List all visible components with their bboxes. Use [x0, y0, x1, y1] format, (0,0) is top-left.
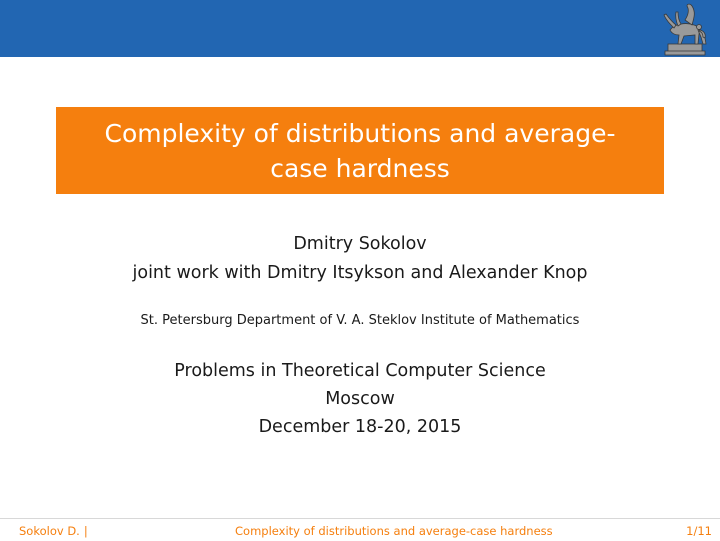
footer-author-name: Sokolov D.	[19, 524, 80, 538]
coauthors: joint work with Dmitry Itsykson and Alexander Knop	[132, 263, 588, 283]
header-bar	[0, 0, 720, 57]
footer	[0, 518, 720, 541]
event-name: Problems in Theoretical Computer Science	[174, 361, 546, 381]
horse-statue-logo-icon	[654, 0, 714, 57]
title-box	[56, 107, 664, 194]
author-block	[0, 230, 720, 288]
page-number: 1/11	[686, 524, 712, 538]
footer-separator: |	[83, 524, 88, 538]
footer-rule	[0, 518, 720, 519]
slide-title: Complexity of distributions and average-case hardness	[104, 118, 616, 183]
event-location: Moscow	[325, 389, 395, 409]
institute: St. Petersburg Department of V. A. Steklov Institute of Mathematics	[140, 313, 580, 328]
event-date: December 18-20, 2015	[258, 417, 462, 437]
author-name: Dmitry Sokolov	[293, 234, 427, 254]
footer-author	[19, 521, 88, 541]
footer-title: Complexity of distributions and average-case hardness	[235, 524, 553, 538]
event-block	[0, 357, 720, 441]
